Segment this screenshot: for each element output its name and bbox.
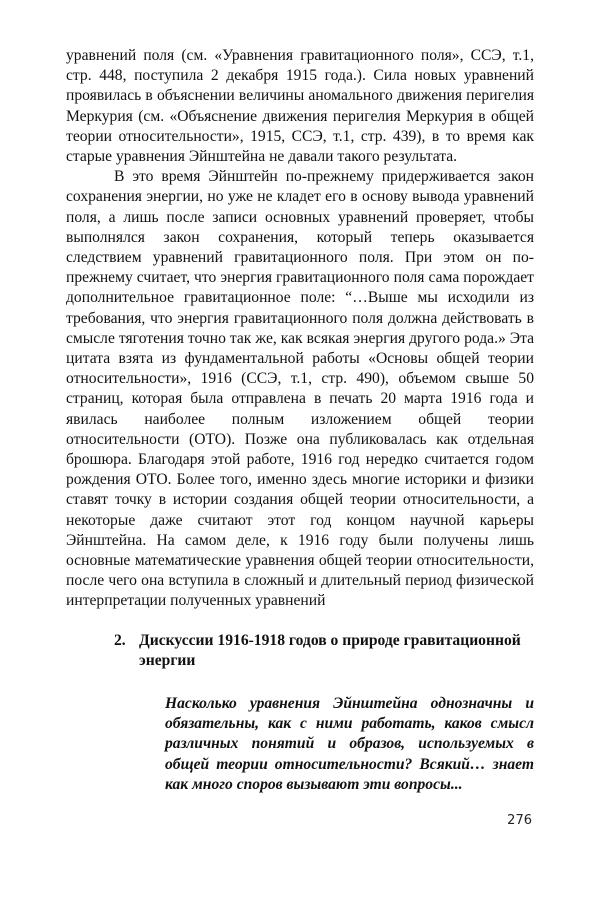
page-number: 276 <box>507 813 532 828</box>
section-number: 2. <box>114 631 126 649</box>
paragraph-einstein-energy: В это время Эйнштейн по-прежнему придерживается закон сохранения энергии, но уже не кладет его в основу вывода уравнений поля, а лишь после записи основных уравнений проверяет, чтобы выполнялся закон сохранения, который теперь оказывается следствием уравнений гравитационного поля. При этом он по-прежнему считает, что энергия гравитационного поля сама порождает дополнительное гравитационное поле: “…Выше мы исходили из требования, что энергия гравитационного поля должна действовать в смысле тяготения точно так же, как всякая энергия другого рода.» Эта цитата взята из фундаментальной работы «Основы общей теории относительности», 1916 (ССЭ, т.1, стр. 490), объемом свыше 50 страниц, которая была отправлена в печать 20 марта 1916 года и явилась наиболее полным изложением общей теории относительности (ОТО). Позже она публиковалась как отдельная брошюра. Благодаря этой работе, 1916 год нередко считается годом рождения ОТО. Более того, именно здесь многие историки и физики ставят точку в истории создания общей теории относительности, а некоторые даже считают этот год концом научной карьеры Эйнштейна. На самом деле, к 1916 году были получены лишь основные математические уравнения общей теории относительности, после чего она вступила в сложный и длительный период физической интерпретации полученных уравнений <box>66 168 534 610</box>
section-heading <box>66 631 534 672</box>
page-body <box>66 46 534 796</box>
epigraph: Насколько уравнения Эйнштейна однозначны и обязательны, как с ними работать, каков смысл различных понятий и образов, используемых в общей теории относительности? Всякий… знает как много споров вызывают эти вопросы... <box>165 694 534 794</box>
section-title: Дискуссии 1916-1918 годов о природе гравитационной энергии <box>139 631 521 670</box>
paragraph-continuation: уравнений поля (см. «Уравнения гравитационного поля», ССЭ, т.1, стр. 448, поступила 2 декабря 1915 года.). Сила новых уравнений проявилась в объяснении величины аномального движения перигелия Меркурия (см. «Объяснение движения перигелия Меркурия в общей теории относительности», 1915, ССЭ, т.1, стр. 439), в то время как старые уравнения Эйнштейна не давали такого результата. <box>66 47 534 166</box>
